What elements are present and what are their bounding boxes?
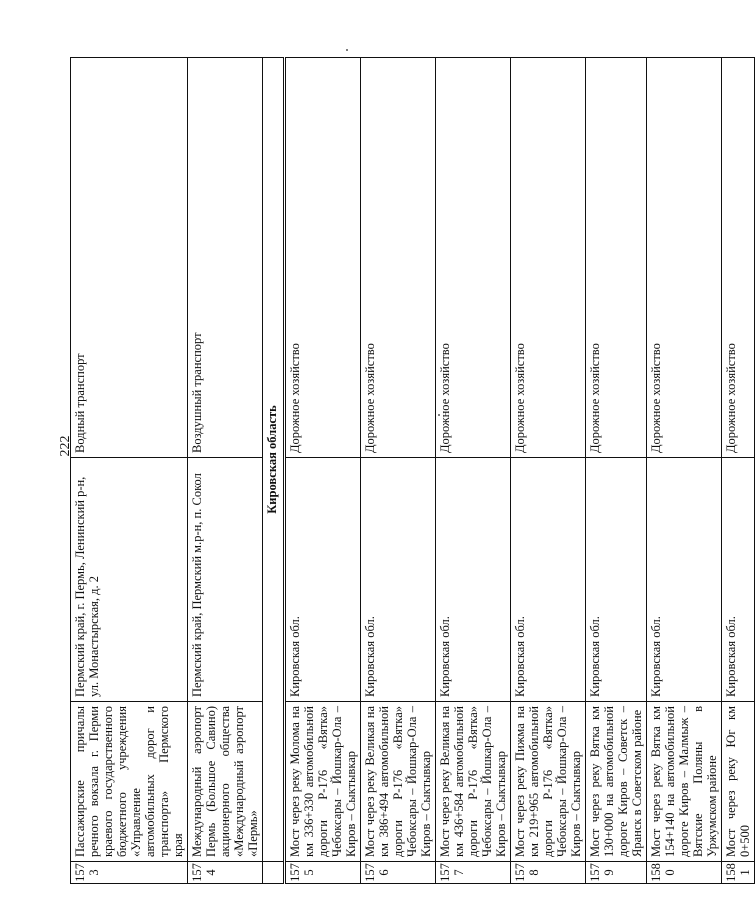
object-name: Мост через реку Юг км 0+500 <box>722 702 755 862</box>
object-location: Пермский край, Пермский м.р-н, п. Сокол <box>188 458 263 702</box>
object-name: Мост через реку Великая на км 386+494 автомобильной дороги Р-176 «Вятка» Чебоксары – Йошкар-Ола – Киров – Сыктывкар <box>361 702 436 862</box>
object-industry: Водный транспорт <box>71 58 188 458</box>
row-number: 1577 <box>436 862 511 884</box>
rotated-table-wrapper <box>70 58 752 884</box>
table-row <box>722 58 755 884</box>
row-number: 1578 <box>511 862 586 884</box>
object-industry: Воздушный транспорт <box>188 58 263 458</box>
object-name: Мост через реку Вятка км 130+000 на автомобильной дороге Киров – Советск – Яранск в Советском районе <box>586 702 647 862</box>
page-number: 222 <box>58 435 73 457</box>
table-row <box>71 58 188 884</box>
object-name: Пассажирские причалы речного вокзала г. Перми краевого государственного бюджетного учреждения «Управление автомобильных дорог и транспорта» Пермского края <box>71 702 188 862</box>
object-name: Мост через реку Вятка км 154+140 на автомобильной дороге Киров – Малмыж – Вятские Поляны в Уржумском районе <box>647 702 722 862</box>
row-number: 1580 <box>647 862 722 884</box>
object-industry: Дорожное хозяйство <box>647 58 722 458</box>
table-row <box>647 58 722 884</box>
scan-speck <box>346 49 348 51</box>
row-number: 1575 <box>285 862 361 884</box>
object-industry: Дорожное хозяйство <box>285 58 361 458</box>
row-number: 1573 <box>71 862 188 884</box>
object-name: Мост через реку Великая на км 436+584 автомобильной дороги Р-176 «Вятка» Чебоксары – Йошкар-Ола – Киров – Сыктывкар <box>436 702 511 862</box>
object-location: Кировская обл. <box>647 458 722 702</box>
object-name: Мост через реку Пижма на км 219+965 автомобильной дороги Р-176 «Вятка» Чебоксары – Йошкар-Ола – Киров – Сыктывкар <box>511 702 586 862</box>
row-number: 1576 <box>361 862 436 884</box>
row-number: 1574 <box>188 862 263 884</box>
table-row <box>436 58 511 884</box>
object-industry: Дорожное хозяйство <box>722 58 755 458</box>
object-name: Мост через реку Молома на км 336+330 автомобильной дороги Р-176 «Вятка» Чебоксары – Йошкар-Ола – Киров – Сыктывкар <box>285 702 361 862</box>
object-industry: Дорожное хозяйство <box>586 58 647 458</box>
objects-table <box>70 57 755 884</box>
object-location: Кировская обл. <box>511 458 586 702</box>
document-table-frame <box>70 58 752 884</box>
object-location: Кировская обл. <box>586 458 647 702</box>
object-industry: Дорожное хозяйство <box>511 58 586 458</box>
row-number: 1581 <box>722 862 755 884</box>
table-row <box>586 58 647 884</box>
row-number: 1579 <box>586 862 647 884</box>
region-title: Кировская область <box>263 58 285 862</box>
region-spacer <box>263 862 285 884</box>
object-location: Пермский край, г. Пермь, Ленинский р-н, ул. Монастырская, д. 2 <box>71 458 188 702</box>
table-row <box>188 58 263 884</box>
object-location: Кировская обл. <box>436 458 511 702</box>
table-row <box>511 58 586 884</box>
object-industry: Дорожное хозяйство <box>436 58 511 458</box>
object-industry: Дорожное хозяйство <box>361 58 436 458</box>
object-location: Кировская обл. <box>285 458 361 702</box>
region-header-row <box>263 58 285 884</box>
object-name: Международный аэропорт Пермь (Большое Савино) акционерного общества «Международный аэропорт «Пермь» <box>188 702 263 862</box>
object-location: Кировская обл. <box>361 458 436 702</box>
table-row <box>285 58 361 884</box>
table-row <box>361 58 436 884</box>
object-location: Кировская обл. <box>722 458 755 702</box>
